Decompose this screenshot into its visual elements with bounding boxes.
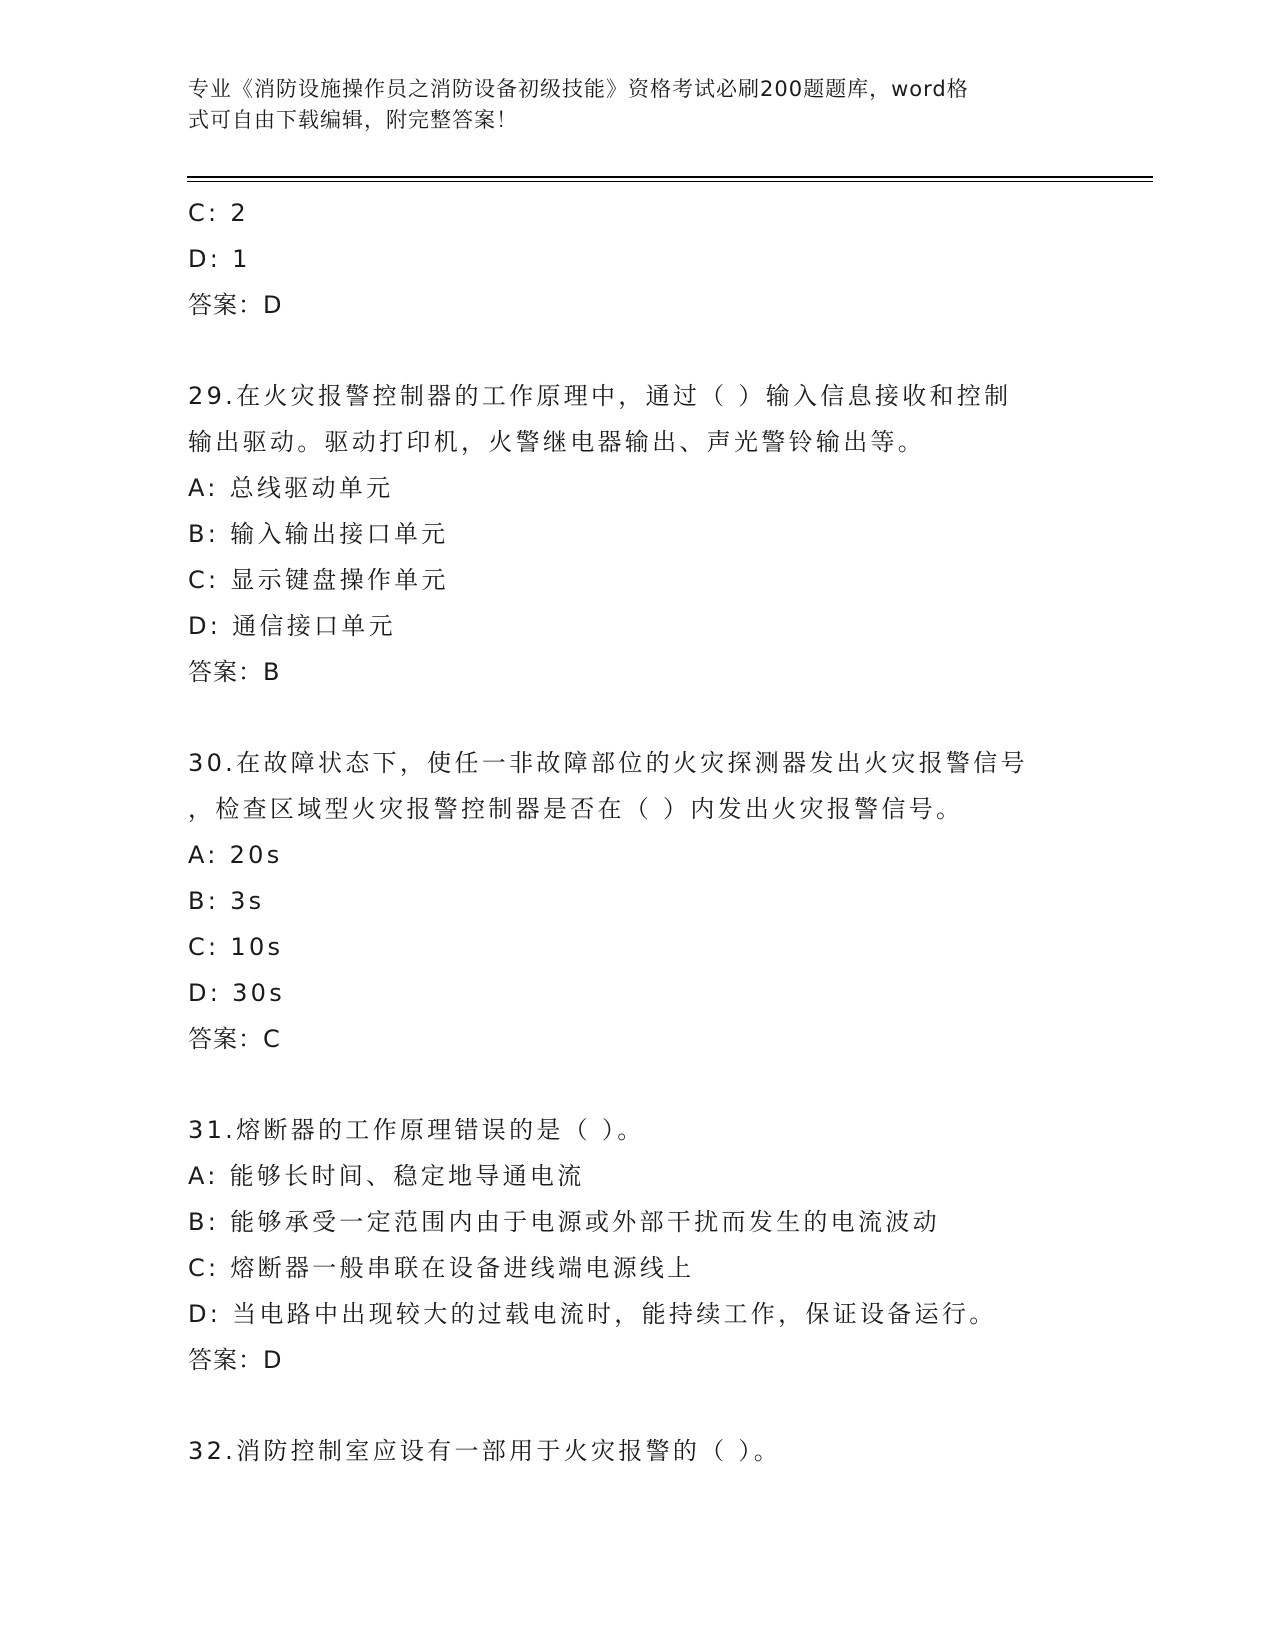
- question-31: [188, 1107, 1088, 1383]
- option-d: D: 当电路中出现较大的过载电流时，能持续工作，保证设备运行。: [188, 1300, 997, 1328]
- option-c: C: 熔断器一般串联在设备进线端电源线上: [188, 1254, 695, 1282]
- option-b: B: 能够承受一定范围内由于电源或外部干扰而发生的电流波动: [188, 1208, 940, 1236]
- option-b: B: 3s: [188, 887, 265, 915]
- option-a: A: 20s: [188, 841, 283, 869]
- header-line-1: 专业《消防设施操作员之消防设备初级技能》资格考试必刷200题题库，word格: [188, 77, 969, 101]
- answer: 答案：C: [188, 1025, 281, 1053]
- question-stem-line-1: 31.熔断器的工作原理错误的是（ ）。: [188, 1116, 645, 1144]
- document-header: [188, 74, 1068, 136]
- option-b: B: 输入输出接口单元: [188, 520, 449, 548]
- question-28-continued: [188, 190, 1088, 328]
- answer: 答案：D: [188, 291, 283, 319]
- spacer: [188, 1383, 1088, 1428]
- question-stem-line-2: 输出驱动。驱动打印机，火警继电器输出、声光警铃输出等。: [188, 428, 926, 456]
- option-c: C: 2: [188, 199, 249, 227]
- header-divider-thick: [187, 176, 1153, 178]
- option-d: D: 1: [188, 245, 251, 273]
- question-32: [188, 1428, 1088, 1474]
- question-list: [188, 190, 1088, 1474]
- option-a: A: 能够长时间、稳定地导通电流: [188, 1162, 585, 1190]
- header-divider-thin: [187, 181, 1153, 182]
- option-c: C: 10s: [188, 933, 284, 961]
- answer: 答案：B: [188, 658, 281, 686]
- spacer: [188, 328, 1088, 373]
- question-stem-line-1: 32.消防控制室应设有一部用于火灾报警的（ ）。: [188, 1437, 781, 1465]
- answer: 答案：D: [188, 1346, 283, 1374]
- header-line-2: 式可自由下载编辑，附完整答案！: [188, 108, 518, 132]
- spacer: [188, 695, 1088, 740]
- question-stem-line-1: 29.在火灾报警控制器的工作原理中，通过（ ）输入信息接收和控制: [188, 382, 1012, 410]
- option-a: A: 总线驱动单元: [188, 474, 394, 502]
- spacer: [188, 1062, 1088, 1107]
- option-d: D: 30s: [188, 979, 286, 1007]
- option-d: D: 通信接口单元: [188, 612, 396, 640]
- question-29: [188, 373, 1088, 695]
- question-stem-line-2: ，检查区域型火灾报警控制器是否在（ ）内发出火灾报警信号。: [188, 795, 964, 823]
- question-stem-line-1: 30.在故障状态下，使任一非故障部位的火灾探测器发出火灾报警信号: [188, 749, 1028, 777]
- question-30: [188, 740, 1088, 1062]
- option-c: C: 显示键盘操作单元: [188, 566, 449, 594]
